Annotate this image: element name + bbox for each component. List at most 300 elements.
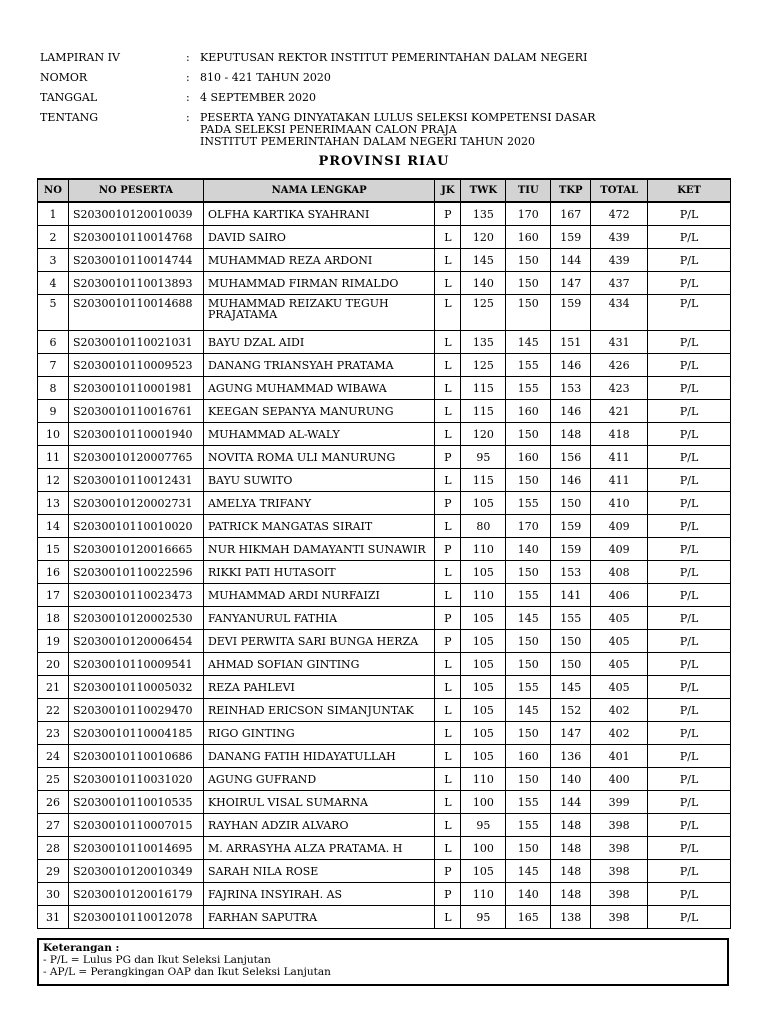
- gender: L: [435, 676, 461, 699]
- total-score: 402: [591, 699, 648, 722]
- status: P/L: [648, 607, 731, 630]
- gender: L: [435, 906, 461, 929]
- participant-number: S2030010110029470: [68, 699, 203, 722]
- total-score: 398: [591, 837, 648, 860]
- participant-number: S2030010120010039: [68, 202, 203, 226]
- participant-number: S2030010120010349: [68, 860, 203, 883]
- tiu-score: 140: [506, 883, 551, 906]
- tiu-score: 145: [506, 331, 551, 354]
- header-key: TENTANG: [40, 111, 99, 124]
- header-value-line: PADA SELEKSI PENERIMAAN CALON PRAJA: [200, 123, 457, 136]
- tkp-score: 147: [551, 722, 591, 745]
- tiu-score: 170: [506, 202, 551, 226]
- header-value: [200, 92, 720, 104]
- table-row: [38, 538, 731, 561]
- total-score: 400: [591, 768, 648, 791]
- col-no-peserta-header: NO PESERTA: [68, 179, 203, 202]
- tkp-score: 159: [551, 226, 591, 249]
- tiu-score: 155: [506, 584, 551, 607]
- row-number: 3: [38, 249, 69, 272]
- header-key: TANGGAL: [40, 91, 98, 104]
- row-number: 24: [38, 745, 69, 768]
- participant-number: S2030010110007015: [68, 814, 203, 837]
- full-name: KHOIRUL VISAL SUMARNA: [203, 791, 434, 814]
- tiu-score: 165: [506, 906, 551, 929]
- gender: L: [435, 791, 461, 814]
- total-score: 406: [591, 584, 648, 607]
- tkp-score: 153: [551, 561, 591, 584]
- header-key: NOMOR: [40, 71, 88, 84]
- row-number: 18: [38, 607, 69, 630]
- participant-number: S2030010120007765: [68, 446, 203, 469]
- status: P/L: [648, 295, 731, 331]
- full-name: DANANG TRIANSYAH PRATAMA: [203, 354, 434, 377]
- gender: L: [435, 249, 461, 272]
- total-score: 411: [591, 469, 648, 492]
- col-no-header: NO: [38, 179, 69, 202]
- twk-score: 140: [461, 272, 506, 295]
- table-row: [38, 226, 731, 249]
- status: P/L: [648, 538, 731, 561]
- full-name: M. ARRASYHA ALZA PRATAMA. H: [203, 837, 434, 860]
- gender: P: [435, 202, 461, 226]
- gender: L: [435, 768, 461, 791]
- gender: P: [435, 860, 461, 883]
- total-score: 439: [591, 249, 648, 272]
- tkp-score: 145: [551, 676, 591, 699]
- table-row: [38, 653, 731, 676]
- gender: L: [435, 745, 461, 768]
- tkp-score: 152: [551, 699, 591, 722]
- gender: P: [435, 607, 461, 630]
- twk-score: 125: [461, 354, 506, 377]
- legend-box: [37, 938, 729, 986]
- participant-number: S2030010110014688: [68, 295, 203, 331]
- row-number: 7: [38, 354, 69, 377]
- row-number: 29: [38, 860, 69, 883]
- gender: L: [435, 331, 461, 354]
- total-score: 405: [591, 653, 648, 676]
- total-score: 434: [591, 295, 648, 331]
- twk-score: 95: [461, 814, 506, 837]
- total-score: 398: [591, 860, 648, 883]
- table-row: [38, 561, 731, 584]
- col-twk-header: TWK: [461, 179, 506, 202]
- col-tiu-header: TIU: [506, 179, 551, 202]
- participant-number: S2030010110031020: [68, 768, 203, 791]
- total-score: 409: [591, 538, 648, 561]
- row-number: 8: [38, 377, 69, 400]
- gender: L: [435, 226, 461, 249]
- table-row: [38, 860, 731, 883]
- row-number: 10: [38, 423, 69, 446]
- tkp-score: 144: [551, 791, 591, 814]
- status: P/L: [648, 906, 731, 929]
- results-table: [37, 178, 731, 929]
- row-number: 9: [38, 400, 69, 423]
- twk-score: 100: [461, 837, 506, 860]
- legend-item: - P/L = Lulus PG dan Ikut Seleksi Lanjutan: [43, 954, 271, 966]
- row-number: 30: [38, 883, 69, 906]
- full-name: AGUNG MUHAMMAD WIBAWA: [203, 377, 434, 400]
- twk-score: 95: [461, 906, 506, 929]
- row-number: 17: [38, 584, 69, 607]
- total-score: 431: [591, 331, 648, 354]
- full-name: DANANG FATIH HIDAYATULLAH: [203, 745, 434, 768]
- twk-score: 115: [461, 400, 506, 423]
- full-name: MUHAMMAD ARDI NURFAIZI: [203, 584, 434, 607]
- row-number: 1: [38, 202, 69, 226]
- header-row: [40, 112, 720, 148]
- total-score: 423: [591, 377, 648, 400]
- tkp-score: 141: [551, 584, 591, 607]
- full-name: DEVI PERWITA SARI BUNGA HERZA: [203, 630, 434, 653]
- tkp-score: 151: [551, 331, 591, 354]
- row-number: 11: [38, 446, 69, 469]
- gender: L: [435, 699, 461, 722]
- tiu-score: 160: [506, 446, 551, 469]
- participant-number: S2030010110001940: [68, 423, 203, 446]
- participant-number: S2030010120006454: [68, 630, 203, 653]
- table-row: [38, 295, 731, 331]
- participant-number: S2030010110012431: [68, 469, 203, 492]
- status: P/L: [648, 699, 731, 722]
- participant-number: S2030010120016665: [68, 538, 203, 561]
- status: P/L: [648, 515, 731, 538]
- table-row: [38, 400, 731, 423]
- row-number: 13: [38, 492, 69, 515]
- status: P/L: [648, 883, 731, 906]
- header-separator: :: [186, 111, 190, 124]
- tiu-score: 160: [506, 400, 551, 423]
- header-value-line: INSTITUT PEMERINTAHAN DALAM NEGERI TAHUN 2020: [200, 135, 535, 148]
- twk-score: 105: [461, 630, 506, 653]
- twk-score: 105: [461, 745, 506, 768]
- twk-score: 105: [461, 722, 506, 745]
- full-name: AMELYA TRIFANY: [203, 492, 434, 515]
- participant-number: S2030010110014744: [68, 249, 203, 272]
- status: P/L: [648, 354, 731, 377]
- tkp-score: 147: [551, 272, 591, 295]
- full-name: REINHAD ERICSON SIMANJUNTAK: [203, 699, 434, 722]
- participant-number: S2030010110010535: [68, 791, 203, 814]
- row-number: 12: [38, 469, 69, 492]
- tkp-score: 159: [551, 295, 591, 331]
- tkp-score: 146: [551, 400, 591, 423]
- tkp-score: 136: [551, 745, 591, 768]
- tkp-score: 148: [551, 423, 591, 446]
- gender: P: [435, 446, 461, 469]
- table-row: [38, 249, 731, 272]
- participant-number: S2030010110023473: [68, 584, 203, 607]
- total-score: 398: [591, 883, 648, 906]
- status: P/L: [648, 492, 731, 515]
- gender: L: [435, 837, 461, 860]
- participant-number: S2030010120002731: [68, 492, 203, 515]
- status: P/L: [648, 791, 731, 814]
- twk-score: 110: [461, 768, 506, 791]
- tiu-score: 150: [506, 768, 551, 791]
- full-name: REZA PAHLEVI: [203, 676, 434, 699]
- header-value-line: 4 SEPTEMBER 2020: [200, 91, 316, 104]
- tiu-score: 150: [506, 561, 551, 584]
- participant-number: S2030010110009541: [68, 653, 203, 676]
- twk-score: 115: [461, 469, 506, 492]
- full-name: SARAH NILA ROSE: [203, 860, 434, 883]
- tiu-score: 155: [506, 377, 551, 400]
- tkp-score: 153: [551, 377, 591, 400]
- tkp-score: 146: [551, 469, 591, 492]
- tiu-score: 145: [506, 860, 551, 883]
- tkp-score: 148: [551, 860, 591, 883]
- twk-score: 105: [461, 860, 506, 883]
- twk-score: 105: [461, 561, 506, 584]
- full-name: OLFHA KARTIKA SYAHRANI: [203, 202, 434, 226]
- total-score: 439: [591, 226, 648, 249]
- tiu-score: 160: [506, 745, 551, 768]
- twk-score: 145: [461, 249, 506, 272]
- tiu-score: 150: [506, 295, 551, 331]
- gender: L: [435, 469, 461, 492]
- tiu-score: 150: [506, 653, 551, 676]
- row-number: 23: [38, 722, 69, 745]
- participant-number: S2030010120002530: [68, 607, 203, 630]
- total-score: 408: [591, 561, 648, 584]
- twk-score: 135: [461, 331, 506, 354]
- header-value: [200, 72, 720, 84]
- tiu-score: 155: [506, 791, 551, 814]
- status: P/L: [648, 400, 731, 423]
- table-row: [38, 814, 731, 837]
- table-row: [38, 446, 731, 469]
- header-separator: :: [186, 71, 190, 84]
- table-row: [38, 515, 731, 538]
- row-number: 4: [38, 272, 69, 295]
- full-name: NOVITA ROMA ULI MANURUNG: [203, 446, 434, 469]
- table-row: [38, 607, 731, 630]
- tkp-score: 148: [551, 814, 591, 837]
- gender: P: [435, 883, 461, 906]
- status: P/L: [648, 814, 731, 837]
- full-name: FANYANURUL FATHIA: [203, 607, 434, 630]
- twk-score: 135: [461, 202, 506, 226]
- full-name: AGUNG GUFRAND: [203, 768, 434, 791]
- participant-number: S2030010110022596: [68, 561, 203, 584]
- full-name: MUHAMMAD AL-WALY: [203, 423, 434, 446]
- row-number: 20: [38, 653, 69, 676]
- gender: L: [435, 377, 461, 400]
- full-name: PATRICK MANGATAS SIRAIT: [203, 515, 434, 538]
- table-row: [38, 906, 731, 929]
- header-row: [40, 72, 720, 84]
- table-row: [38, 791, 731, 814]
- status: P/L: [648, 423, 731, 446]
- row-number: 27: [38, 814, 69, 837]
- tkp-score: 156: [551, 446, 591, 469]
- status: P/L: [648, 630, 731, 653]
- document-header: [40, 52, 720, 148]
- tiu-score: 145: [506, 607, 551, 630]
- total-score: 409: [591, 515, 648, 538]
- twk-score: 120: [461, 423, 506, 446]
- status: P/L: [648, 745, 731, 768]
- status: P/L: [648, 860, 731, 883]
- tiu-score: 155: [506, 814, 551, 837]
- full-name: AHMAD SOFIAN GINTING: [203, 653, 434, 676]
- tiu-score: 140: [506, 538, 551, 561]
- tkp-score: 150: [551, 653, 591, 676]
- twk-score: 110: [461, 538, 506, 561]
- full-name: NUR HIKMAH DAMAYANTI SUNAWIR: [203, 538, 434, 561]
- full-name: DAVID SAIRO: [203, 226, 434, 249]
- gender: L: [435, 653, 461, 676]
- legend-title: Keterangan :: [43, 942, 120, 954]
- header-separator: :: [186, 91, 190, 104]
- status: P/L: [648, 226, 731, 249]
- twk-score: 110: [461, 584, 506, 607]
- tiu-score: 160: [506, 226, 551, 249]
- tkp-score: 148: [551, 883, 591, 906]
- header-row: [40, 52, 720, 64]
- row-number: 14: [38, 515, 69, 538]
- gender: L: [435, 722, 461, 745]
- tkp-score: 146: [551, 354, 591, 377]
- total-score: 437: [591, 272, 648, 295]
- total-score: 402: [591, 722, 648, 745]
- table-row: [38, 837, 731, 860]
- table-row: [38, 469, 731, 492]
- tiu-score: 150: [506, 249, 551, 272]
- header-separator: :: [186, 51, 190, 64]
- gender: P: [435, 492, 461, 515]
- tkp-score: 150: [551, 492, 591, 515]
- participant-number: S2030010110014695: [68, 837, 203, 860]
- tkp-score: 144: [551, 249, 591, 272]
- tkp-score: 167: [551, 202, 591, 226]
- table-row: [38, 354, 731, 377]
- full-name: RIKKI PATI HUTASOIT: [203, 561, 434, 584]
- tiu-score: 155: [506, 354, 551, 377]
- total-score: 426: [591, 354, 648, 377]
- twk-score: 115: [461, 377, 506, 400]
- table-row: [38, 584, 731, 607]
- table-row: [38, 202, 731, 226]
- page-title: PROVINSI RIAU: [318, 154, 450, 169]
- tiu-score: 150: [506, 630, 551, 653]
- tiu-score: 150: [506, 837, 551, 860]
- full-name: FAJRINA INSYIRAH. AS: [203, 883, 434, 906]
- twk-score: 105: [461, 607, 506, 630]
- total-score: 472: [591, 202, 648, 226]
- header-value-line: 810 - 421 TAHUN 2020: [200, 71, 331, 84]
- participant-number: S2030010110013893: [68, 272, 203, 295]
- table-row: [38, 768, 731, 791]
- status: P/L: [648, 768, 731, 791]
- header-key: LAMPIRAN IV: [40, 51, 120, 64]
- total-score: 410: [591, 492, 648, 515]
- tkp-score: 148: [551, 837, 591, 860]
- full-name: RAYHAN ADZIR ALVARO: [203, 814, 434, 837]
- full-name: MUHAMMAD REZA ARDONI: [203, 249, 434, 272]
- full-name: RIGO GINTING: [203, 722, 434, 745]
- participant-number: S2030010110010686: [68, 745, 203, 768]
- row-number: 25: [38, 768, 69, 791]
- status: P/L: [648, 584, 731, 607]
- full-name: KEEGAN SEPANYA MANURUNG: [203, 400, 434, 423]
- total-score: 405: [591, 607, 648, 630]
- tiu-score: 145: [506, 699, 551, 722]
- row-number: 26: [38, 791, 69, 814]
- gender: L: [435, 423, 461, 446]
- twk-score: 125: [461, 295, 506, 331]
- twk-score: 80: [461, 515, 506, 538]
- total-score: 405: [591, 630, 648, 653]
- full-name: BAYU DZAL AIDI: [203, 331, 434, 354]
- gender: P: [435, 538, 461, 561]
- full-name: MUHAMMAD REIZAKU TEGUH PRAJATAMA: [203, 295, 434, 331]
- status: P/L: [648, 331, 731, 354]
- row-number: 22: [38, 699, 69, 722]
- table-row: [38, 722, 731, 745]
- gender: L: [435, 400, 461, 423]
- tkp-score: 159: [551, 515, 591, 538]
- full-name: MUHAMMAD FIRMAN RIMALDO: [203, 272, 434, 295]
- table-header-row: [38, 179, 731, 202]
- status: P/L: [648, 377, 731, 400]
- header-value: [200, 112, 720, 148]
- gender: P: [435, 630, 461, 653]
- status: P/L: [648, 561, 731, 584]
- total-score: 401: [591, 745, 648, 768]
- participant-number: S2030010110005032: [68, 676, 203, 699]
- status: P/L: [648, 446, 731, 469]
- table-row: [38, 699, 731, 722]
- status: P/L: [648, 676, 731, 699]
- participant-number: S2030010110009523: [68, 354, 203, 377]
- status: P/L: [648, 722, 731, 745]
- header-row: [40, 92, 720, 104]
- twk-score: 105: [461, 699, 506, 722]
- twk-score: 110: [461, 883, 506, 906]
- tiu-score: 150: [506, 272, 551, 295]
- twk-score: 100: [461, 791, 506, 814]
- gender: L: [435, 272, 461, 295]
- total-score: 418: [591, 423, 648, 446]
- total-score: 399: [591, 791, 648, 814]
- row-number: 15: [38, 538, 69, 561]
- row-number: 31: [38, 906, 69, 929]
- gender: L: [435, 561, 461, 584]
- header-value-line: KEPUTUSAN REKTOR INSTITUT PEMERINTAHAN DALAM NEGERI: [200, 51, 588, 64]
- tkp-score: 155: [551, 607, 591, 630]
- twk-score: 105: [461, 653, 506, 676]
- twk-score: 120: [461, 226, 506, 249]
- table-row: [38, 676, 731, 699]
- header-value-line: PESERTA YANG DINYATAKAN LULUS SELEKSI KOMPETENSI DASAR: [200, 111, 596, 124]
- row-number: 16: [38, 561, 69, 584]
- participant-number: S2030010110010020: [68, 515, 203, 538]
- header-value: [200, 52, 720, 64]
- tiu-score: 150: [506, 722, 551, 745]
- participant-number: S2030010110014768: [68, 226, 203, 249]
- status: P/L: [648, 837, 731, 860]
- table-row: [38, 745, 731, 768]
- total-score: 398: [591, 906, 648, 929]
- status: P/L: [648, 469, 731, 492]
- table-row: [38, 423, 731, 446]
- gender: L: [435, 354, 461, 377]
- col-jk-header: JK: [435, 179, 461, 202]
